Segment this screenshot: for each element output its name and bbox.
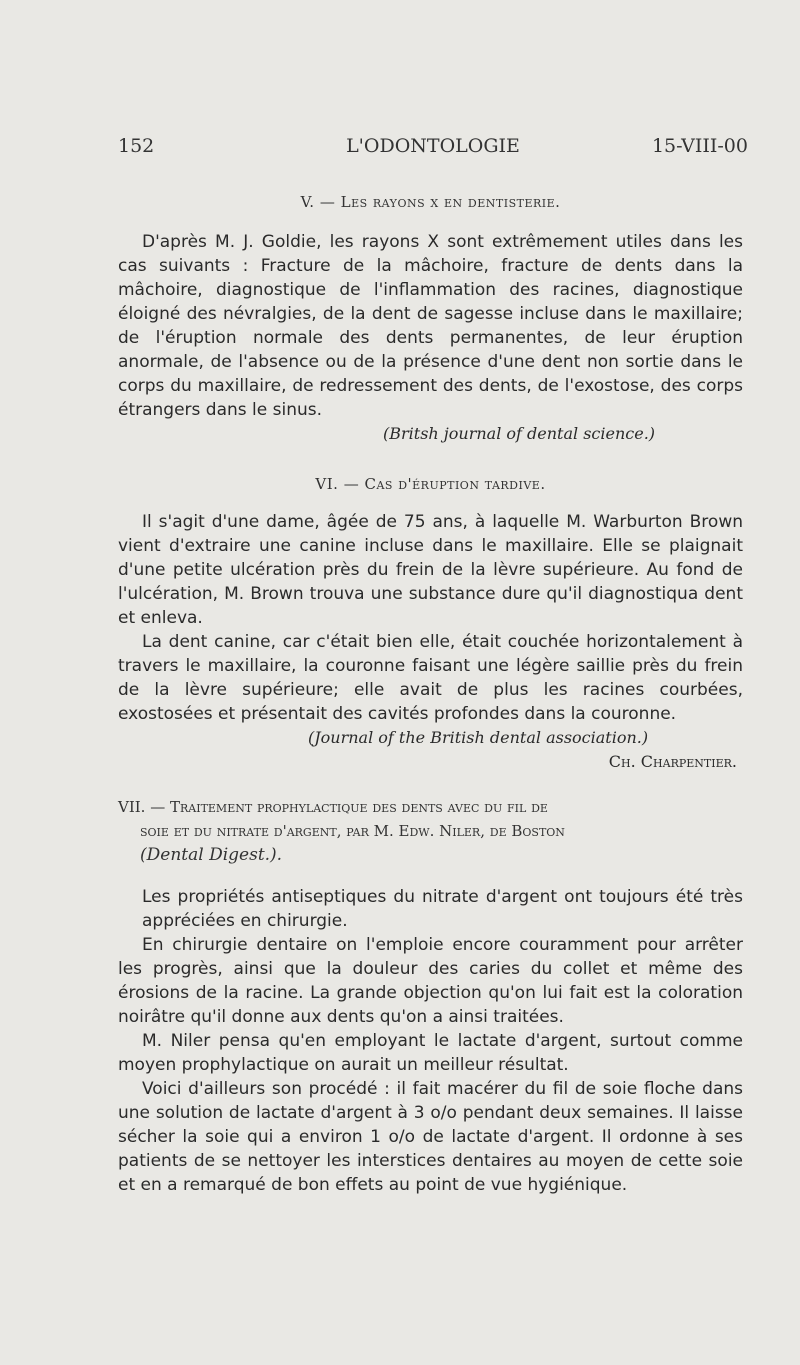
- section-6-source: (Journal of the British dental association.): [308, 728, 649, 747]
- section-7-heading: [118, 795, 743, 867]
- section-6-body: [118, 510, 743, 774]
- section-7-heading-line-3: (Dental Digest.).: [140, 845, 283, 865]
- page-number: 152: [118, 135, 155, 157]
- section-5-heading: V. — Les rayons x en dentisterie.: [300, 193, 561, 211]
- section-6-paragraph-1: Il s'agit d'une dame, âgée de 75 ans, à laquelle M. Warburton Brown vient d'extraire une canine incluse dans le maxillaire. Elle se plaignait d'une petite ulcération près du frein de la lèvre supérieure. Au fond de l'ulcération, M. Brown trouva une substance dure qu'il diagnostiqua dent et enleva.: [118, 512, 743, 628]
- section-6-paragraph-2: La dent canine, car c'était bien elle, était couchée horizontalement à travers le maxillaire, la couronne faisant une légère saillie près du frein de la lèvre supérieure; elle avait de plus les racines courbées, exostosées et présentait des cavités profondes dans la couronne.: [118, 632, 743, 724]
- section-7-heading-line-2: soie et du nitrate d'argent, par M. Edw. Niler, de Boston: [140, 822, 565, 840]
- section-5-source: (Britsh journal of dental science.): [383, 424, 656, 443]
- journal-title: L'ODONTOLOGIE: [346, 135, 520, 157]
- section-7-body: [118, 885, 743, 1197]
- section-6-heading: VI. — Cas d'éruption tardive.: [315, 475, 546, 493]
- section-7: [118, 795, 743, 867]
- section-5-body: [118, 230, 743, 446]
- section-7-paragraph-1: Les propriétés antiseptiques du nitrate d'argent ont toujours été très appréciées en chirurgie.: [142, 887, 743, 931]
- section-7-heading-line-1: VII. — Traitement prophylactique des dents avec du fil de: [118, 798, 548, 816]
- section-5: [118, 193, 743, 211]
- issue-date: 15-VIII-00: [651, 135, 748, 157]
- running-header: [118, 135, 748, 159]
- section-7-paragraph-2: En chirurgie dentaire on l'emploie encore couramment pour arrêter les progrès, ainsi que la douleur des caries du collet et même des érosions de la racine. La grande objection qu'on lui fait est la coloration noirâtre qu'il donne aux dents qu'on a ainsi traitées.: [118, 935, 743, 1027]
- author-signature: Ch. Charpentier.: [608, 752, 737, 771]
- section-7-paragraph-3: M. Niler pensa qu'en employant le lactate d'argent, surtout comme moyen prophylactique on aurait un meilleur résultat.: [118, 1031, 743, 1075]
- section-6: [118, 475, 743, 493]
- section-7-paragraph-4: Voici d'ailleurs son procédé : il fait macérer du fil de soie floche dans une solution de lactate d'argent à 3 o/o pendant deux semaines. Il laisse sécher la soie qui a environ 1 o/o de lactate d'argent. Il ordonne à ses patients de se nettoyer les interstices dentaires au moyen de cette soie et en a remarqué de bon effets au point de vue hygiénique.: [118, 1079, 743, 1195]
- section-5-paragraph: D'après M. J. Goldie, les rayons X sont extrêmement utiles dans les cas suivants : Fracture de la mâchoire, fracture de dents dans la mâchoire, diagnostique de l'inflammation des racines, diagnostique éloigné des névralgies, de la dent de sagesse incluse dans le maxillaire; de l'éruption normale des dents permanentes, de leur éruption anormale, de l'absence ou de la présence d'une dent non sortie dans le corps du maxillaire, de redressement des dents, de l'exostose, des corps étrangers dans le sinus.: [118, 232, 743, 420]
